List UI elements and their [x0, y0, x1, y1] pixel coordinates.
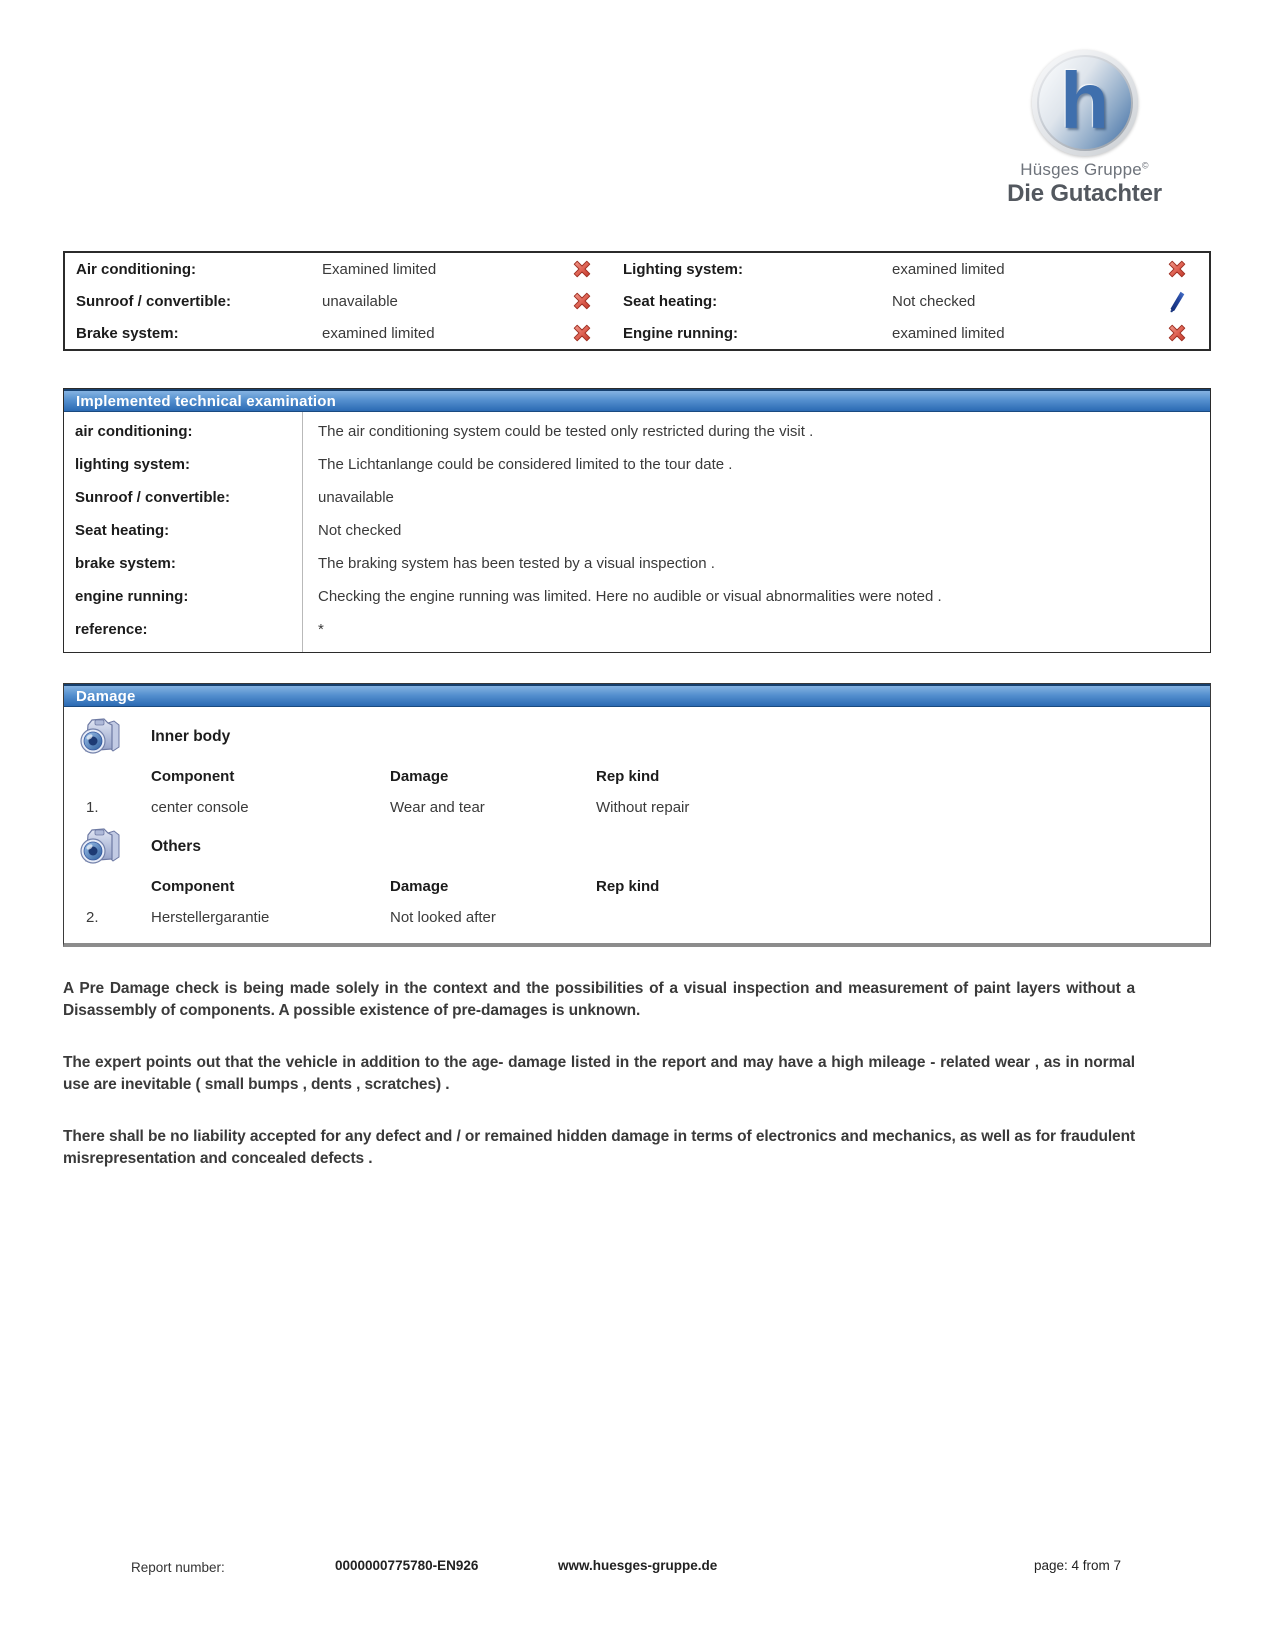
damage-group-name: Others: [151, 838, 201, 855]
red-x-icon: [1165, 321, 1189, 345]
status-value: examined limited: [322, 324, 435, 342]
status-summary-table: [63, 251, 1211, 351]
damage-row: [64, 792, 1210, 823]
status-value: Examined limited: [322, 260, 437, 278]
row-damage: Wear and tear: [390, 799, 485, 816]
status-row: [65, 285, 1209, 317]
section-title-damage: Damage: [64, 684, 1210, 707]
row-component: center console: [151, 799, 249, 816]
status-value: unavailable: [322, 292, 398, 310]
exam-label: lighting system:: [75, 456, 191, 473]
exam-value: unavailable: [318, 489, 394, 506]
status-value: Not checked: [892, 292, 976, 310]
status-label: Engine running:: [623, 324, 738, 342]
website-text: www.huesges-gruppe.de: [558, 1558, 718, 1573]
status-value: examined limited: [892, 260, 1005, 278]
status-label: Sunroof / convertible:: [76, 292, 232, 310]
technical-examination-section: [63, 388, 1211, 653]
damage-group-header: [64, 713, 1210, 761]
logo-trademark: ©: [1141, 160, 1149, 171]
exam-row: [64, 448, 1210, 481]
logo-company-name: [1002, 160, 1167, 180]
exam-row: [64, 481, 1210, 514]
damage-row: [64, 902, 1210, 933]
damage-column-headers: [64, 761, 1210, 792]
exam-row: [64, 415, 1210, 448]
disclaimer-paragraph-3: There shall be no liability accepted for any defect and / or remained hidden damage in terms of electronics and mechanics, as well as for fraudulent misrepresentation and concealed defects .: [63, 1128, 1135, 1167]
exam-label: engine running:: [75, 588, 189, 605]
logo-letter: h: [1060, 56, 1109, 145]
disclaimer-paragraph-1: A Pre Damage check is being made solely in the context and the possibilities of a visual inspection and measurement of paint layers without a Disassembly of components. A possible existence of pre-damages is unknown.: [63, 980, 1135, 1019]
column-divider: [302, 412, 303, 652]
report-number-label: Report number:: [131, 1560, 225, 1575]
col-damage: Damage: [390, 768, 449, 785]
damage-column-headers: [64, 871, 1210, 902]
company-logo: [1002, 50, 1167, 208]
red-x-icon: [570, 289, 594, 313]
col-component: Component: [151, 878, 235, 895]
exam-value: *: [318, 621, 324, 638]
camera-icon: [78, 716, 124, 758]
logo-company-text: Hüsges Gruppe: [1020, 160, 1142, 179]
logo-badge-icon: [1032, 50, 1138, 156]
row-number: 1.: [86, 799, 99, 816]
exam-label: Seat heating:: [75, 522, 170, 539]
damage-group-header: [64, 823, 1210, 871]
exam-label: brake system:: [75, 555, 176, 572]
row-number: 2.: [86, 909, 99, 926]
red-x-icon: [570, 321, 594, 345]
status-value: examined limited: [892, 324, 1005, 342]
exam-value: The braking system has been tested by a visual inspection .: [318, 555, 715, 572]
disclaimer-paragraph-2: The expert points out that the vehicle in addition to the age- damage listed in the report and may have a high mileage - related wear , as in normal use are inevitable ( small bumps , dents , scratches) .: [63, 1054, 1135, 1093]
red-x-icon: [1165, 257, 1189, 281]
status-label: Brake system:: [76, 324, 179, 342]
red-x-icon: [570, 257, 594, 281]
page-footer: [0, 1556, 1275, 1580]
exam-row: [64, 514, 1210, 547]
page-indicator: page: 4 from 7: [1034, 1558, 1122, 1573]
status-row: [65, 317, 1209, 349]
exam-value: Not checked: [318, 522, 402, 539]
status-label: Lighting system:: [623, 260, 744, 278]
damage-section: [63, 683, 1211, 947]
exam-label: air conditioning:: [75, 423, 193, 440]
logo-tagline: Die Gutachter: [1007, 180, 1162, 207]
damage-group-name: Inner body: [151, 728, 231, 745]
col-rep-kind: Rep kind: [596, 878, 660, 895]
status-label: Air conditioning:: [76, 260, 196, 278]
camera-icon: [78, 826, 124, 868]
exam-row: [64, 580, 1210, 613]
row-component: Herstellergarantie: [151, 909, 270, 926]
row-rep-kind: Without repair: [596, 799, 690, 816]
status-row: [65, 253, 1209, 285]
section-title-examination: Implemented technical examination: [64, 389, 1210, 412]
row-damage: Not looked after: [390, 909, 496, 926]
exam-row: [64, 547, 1210, 580]
exam-label: reference:: [75, 621, 148, 638]
col-damage: Damage: [390, 878, 449, 895]
col-component: Component: [151, 768, 235, 785]
exam-row: [64, 613, 1210, 646]
exam-value: The air conditioning system could be tested only restricted during the visit .: [318, 423, 814, 440]
status-label: Seat heating:: [623, 292, 718, 310]
exam-value: Checking the engine running was limited. Here no audible or visual abnormalities were noted .: [318, 588, 942, 605]
col-rep-kind: Rep kind: [596, 768, 660, 785]
exam-label: Sunroof / convertible:: [75, 489, 231, 506]
report-number-value: 0000000775780-EN926: [335, 1558, 479, 1573]
blue-pen-icon: [1165, 289, 1189, 313]
exam-value: The Lichtanlange could be considered limited to the tour date .: [318, 456, 733, 473]
